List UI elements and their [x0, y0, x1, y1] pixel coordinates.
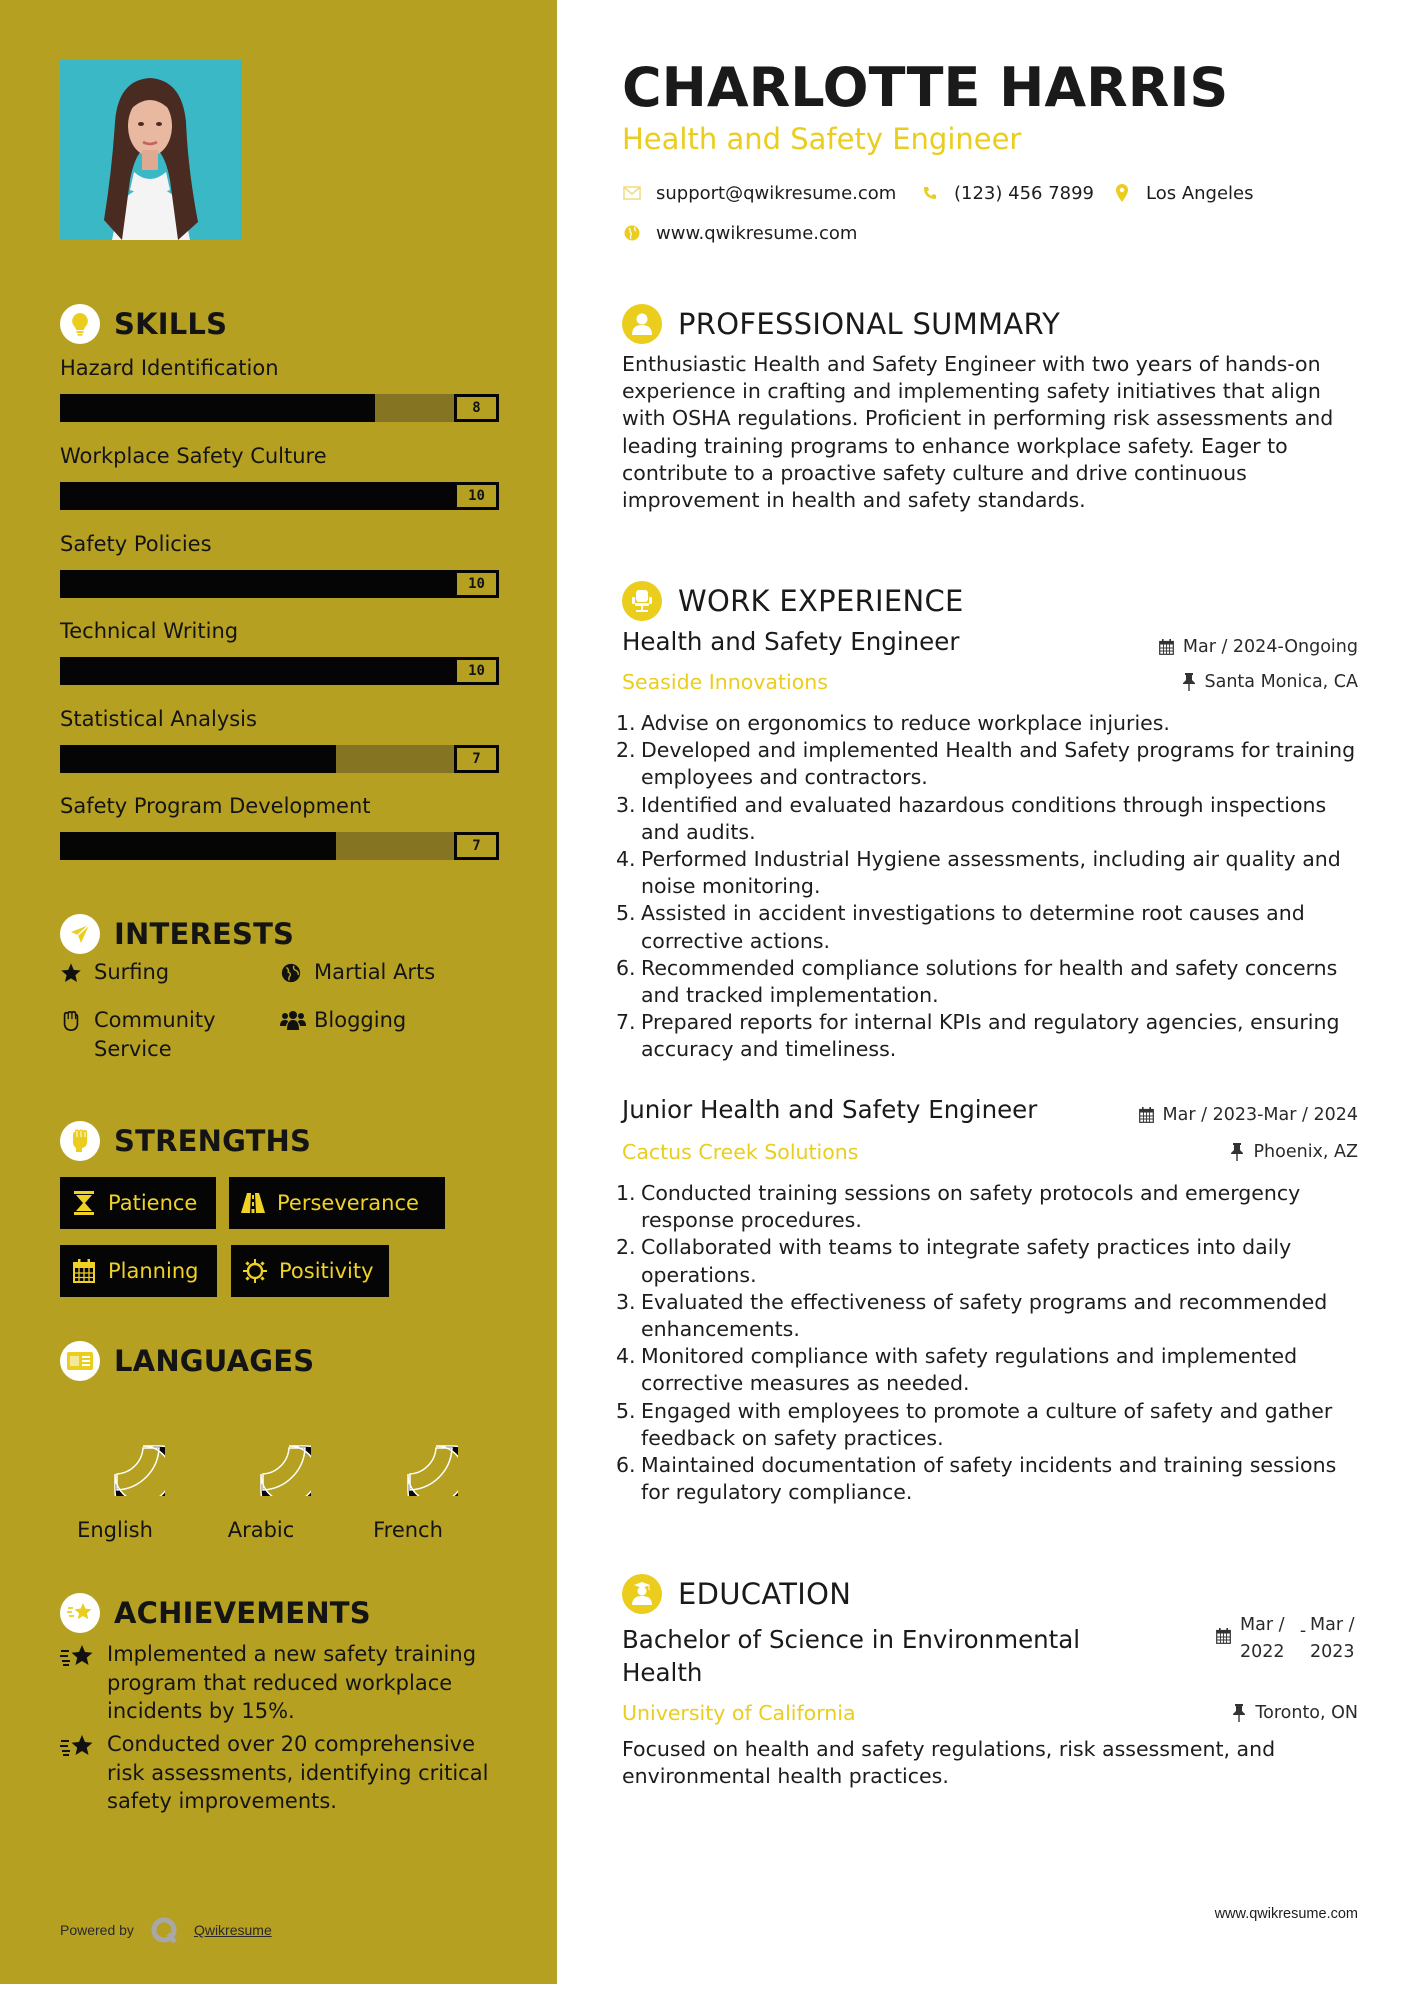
section-title: STRENGTHS: [114, 1124, 312, 1158]
language-label: French: [373, 1518, 443, 1542]
calendar-icon: [1216, 1628, 1232, 1644]
contact-location: [1112, 180, 1254, 206]
sun-icon: [243, 1259, 267, 1283]
education-dates: [1216, 1612, 1358, 1666]
bullet-text: Performed Industrial Hygiene assessments, including air quality and noise monitoring.: [641, 847, 1341, 899]
bullet-text: Conducted training sessions on safety protocols and emergency response procedures.: [641, 1181, 1301, 1233]
company-name: Cactus Creek Solutions: [622, 1140, 859, 1164]
job-dates-text: Mar / 2024-Ongoing: [1182, 637, 1358, 657]
envelope-icon: [622, 183, 642, 203]
company-name: Seaside Innovations: [622, 670, 828, 694]
degree-line: Health: [622, 1658, 703, 1687]
contact-email: [622, 180, 896, 206]
bullet-text: Maintained documentation of safety incidents and training sessions for regulatory compliance.: [641, 1453, 1337, 1505]
strength-chip: [229, 1177, 445, 1229]
strength-chip: [231, 1245, 389, 1297]
pushpin-icon: [1181, 673, 1197, 691]
bullet-text: Engaged with employees to promote a culture of safety and gather feedback on safety practices.: [641, 1398, 1333, 1450]
section-title: EDUCATION: [678, 1577, 852, 1611]
skill-item: [60, 530, 500, 598]
calendar-icon: [72, 1259, 96, 1283]
education-location: [1231, 1703, 1358, 1723]
skill-item: [60, 617, 500, 685]
job-bullet: 4. Performed Industrial Hygiene assessments, including air quality and noise monitoring.: [616, 847, 1341, 899]
job-bullet: 1. Conducted training sessions on safety protocols and emergency response procedures.: [616, 1181, 1301, 1233]
job-bullet: 6. Recommended compliance solutions for health and safety concerns and tracked implementation.: [616, 955, 1338, 1008]
job-location-text: Phoenix, AZ: [1253, 1142, 1358, 1162]
end-date: [1310, 1612, 1358, 1666]
summary-text: Enthusiastic Health and Safety Engineer with two years of hands-on experience in crafting and implementing safety initiatives that align with OSHA regulations. Proficient in performing risk assessments and leading training programs to enhance workplace safety. Eager to contribute to a proactive safety culture and drive continuous improvement in health and safety standards.: [622, 352, 1334, 513]
skill-bar: [60, 657, 499, 685]
qwikresume-logo-icon: [150, 1916, 178, 1944]
language-donut: [65, 1396, 165, 1496]
skill-label: Safety Program Development: [60, 794, 371, 818]
bullet-text: Advise on ergonomics to reduce workplace injuries.: [641, 711, 1170, 735]
interest-item: [280, 958, 435, 987]
hand-icon: [60, 1006, 86, 1035]
strength-chip: [60, 1245, 217, 1297]
job-location: [1181, 672, 1359, 692]
bullet-text: Evaluated the effectiveness of safety programs and recommended enhancements.: [641, 1289, 1328, 1342]
job-bullet: 5. Engaged with employees to promote a culture of safety and gather feedback on safety practices.: [616, 1398, 1333, 1450]
achievements-heading: [60, 1591, 371, 1635]
interest-label: Blogging: [314, 1008, 407, 1032]
skill-bar-fill: [60, 482, 499, 510]
skill-item: [60, 792, 500, 860]
phone-text[interactable]: (123) 456 7899: [954, 182, 1095, 204]
summary-heading: [622, 302, 1060, 346]
shooting-star-icon: [60, 1732, 94, 1762]
powered-by: [60, 1916, 272, 1944]
skill-bar: [60, 394, 499, 422]
skill-label: Hazard Identification: [60, 356, 279, 380]
skill-score: 10: [454, 482, 499, 510]
job-location: [1229, 1142, 1358, 1162]
interest-label-line: Community: [94, 1008, 216, 1032]
strength-chip: [60, 1177, 216, 1229]
start-year: 2022: [1240, 1642, 1285, 1662]
skill-label: Technical Writing: [60, 619, 239, 643]
bullet-text: Monitored compliance with safety regulations and implemented corrective measures as needed.: [641, 1344, 1298, 1396]
job-bullet: 2. Developed and implemented Health and Safety programs for training employees and contractors.: [616, 738, 1356, 790]
email-text[interactable]: support@qwikresume.com: [656, 182, 897, 204]
skills-heading: [60, 302, 227, 346]
skill-item: [60, 442, 500, 510]
interests-heading: [60, 912, 294, 956]
end-year: 2023: [1310, 1642, 1355, 1662]
interest-item: [60, 1006, 216, 1064]
pushpin-icon: [1229, 1143, 1245, 1161]
portrait-image: [60, 60, 242, 240]
profile-photo: [60, 60, 242, 240]
section-title: SKILLS: [114, 307, 228, 341]
skill-bar: [60, 745, 499, 773]
job-location-text: Santa Monica, CA: [1204, 672, 1358, 692]
user-icon: [622, 304, 662, 344]
fist-icon: [60, 1121, 100, 1161]
strength-label: Perseverance: [277, 1191, 419, 1215]
interest-label: Surfing: [94, 960, 170, 984]
contact-phone: [920, 180, 1094, 206]
users-icon: [280, 1006, 306, 1035]
strengths-heading: [60, 1119, 311, 1163]
language-donut: [358, 1396, 458, 1496]
star-icon: [60, 958, 86, 987]
achievement-item: [60, 1640, 500, 1726]
job-bullet: 3. Identified and evaluated hazardous conditions through inspections and audits.: [616, 792, 1327, 844]
section-title: LANGUAGES: [114, 1344, 315, 1378]
bullet-text: Identified and evaluated hazardous conditions through inspections and audits.: [641, 792, 1327, 844]
location-text: Los Angeles: [1146, 182, 1254, 204]
job-bullet: 5. Assisted in accident investigations to determine root causes and corrective actions.: [616, 901, 1305, 953]
skill-item: [60, 354, 500, 422]
bullet-text: Developed and implemented Health and Safety programs for training employees and contractors.: [641, 738, 1356, 790]
office-chair-icon: [622, 581, 662, 621]
job-dates-text: Mar / 2023-Mar / 2024: [1162, 1105, 1358, 1125]
skill-label: Safety Policies: [60, 532, 212, 556]
end-month: Mar /: [1310, 1615, 1355, 1635]
skill-score: 7: [454, 745, 499, 773]
bullet-text: Assisted in accident investigations to determine root causes and corrective actions.: [641, 901, 1305, 953]
section-title: PROFESSIONAL SUMMARY: [678, 307, 1061, 341]
strength-label: Positivity: [279, 1259, 374, 1283]
qwikresume-link[interactable]: Qwikresume: [193, 1922, 272, 1938]
skill-score: 8: [454, 394, 499, 422]
powered-by-label: Powered by: [60, 1922, 134, 1938]
globe-icon: [622, 223, 642, 243]
calendar-icon: [1139, 1106, 1155, 1124]
shooting-star-icon: [60, 1593, 100, 1633]
degree-title: [622, 1623, 1142, 1689]
achievement-text: Conducted over 20 comprehensive risk assessments, identifying critical safety improvements.: [107, 1732, 489, 1813]
interest-item: [60, 958, 169, 987]
strength-label: Planning: [108, 1259, 199, 1283]
language-label: English: [77, 1518, 153, 1542]
candidate-name: CHARLOTTE HARRIS: [622, 56, 1229, 119]
skill-score: 7: [454, 832, 499, 860]
hourglass-icon: [72, 1191, 96, 1215]
education-description: Focused on health and safety regulations, risk assessment, and environmental health practices.: [622, 1737, 1276, 1789]
skill-bar-fill: [60, 657, 499, 685]
skill-score: 10: [454, 657, 499, 685]
languages-heading: [60, 1339, 314, 1383]
degree-line: Bachelor of Science in Environmental: [622, 1625, 1081, 1654]
job-bullet: 7. Prepared reports for internal KPIs and regulatory agencies, ensuring accuracy and timeliness.: [616, 1010, 1340, 1062]
job-title: Junior Health and Safety Engineer: [622, 1095, 1038, 1124]
pushpin-icon: [1231, 1704, 1247, 1722]
language-donut: [211, 1396, 311, 1496]
skill-bar-fill: [60, 394, 375, 422]
bullet-text: Collaborated with teams to integrate safety practices into daily operations.: [641, 1235, 1292, 1287]
skill-bar: [60, 482, 499, 510]
achievement-item: [60, 1730, 500, 1816]
map-pin-icon: [1112, 183, 1132, 203]
strength-label: Patience: [108, 1191, 198, 1215]
language-label: Arabic: [227, 1518, 295, 1542]
job-bullet: 3. Evaluated the effectiveness of safety programs and recommended enhancements.: [616, 1289, 1328, 1342]
achievement-text: Implemented a new safety training program that reduced workplace incidents by 15%.: [107, 1642, 477, 1723]
phone-icon: [920, 183, 940, 203]
school-name: University of California: [622, 1701, 856, 1725]
section-title: INTERESTS: [114, 917, 295, 951]
interest-label: Martial Arts: [314, 960, 436, 984]
graduate-icon: [622, 1574, 662, 1614]
website-text[interactable]: www.qwikresume.com: [656, 222, 858, 244]
skill-bar-fill: [60, 832, 336, 860]
education-heading: [622, 1572, 851, 1616]
skill-bar: [60, 570, 499, 598]
skill-label: Workplace Safety Culture: [60, 444, 327, 468]
date-separator: -: [1299, 1621, 1307, 1641]
start-month: Mar /: [1240, 1615, 1285, 1635]
interest-label-line: Service: [94, 1037, 172, 1061]
job-dates: [1159, 637, 1358, 657]
globe-icon: [280, 958, 306, 987]
job-title: Health and Safety Engineer: [622, 627, 960, 656]
bullet-text: Recommended compliance solutions for health and safety concerns and tracked implementation.: [641, 955, 1338, 1008]
skill-bar: [60, 832, 499, 860]
language-item: [60, 1396, 170, 1542]
sidebar: [0, 0, 557, 1984]
bullet-text: Prepared reports for internal KPIs and regulatory agencies, ensuring accuracy and timeliness.: [641, 1010, 1340, 1062]
section-title: WORK EXPERIENCE: [678, 584, 964, 618]
language-card-icon: [60, 1341, 100, 1381]
experience-heading: [622, 579, 964, 623]
job-bullet: 1. Advise on ergonomics to reduce workplace injuries.: [616, 711, 1170, 735]
skill-item: [60, 705, 500, 773]
language-item: [353, 1396, 463, 1542]
footer-website-link[interactable]: www.qwikresume.com: [1214, 1906, 1358, 1922]
interest-item: [280, 1006, 406, 1035]
education-location-text: Toronto, ON: [1255, 1703, 1358, 1723]
job-bullets: [616, 710, 1362, 1064]
road-icon: [241, 1191, 265, 1215]
paper-plane-icon: [60, 914, 100, 954]
job-bullets: [616, 1180, 1362, 1506]
skill-score: 10: [454, 570, 499, 598]
lightbulb-icon: [60, 304, 100, 344]
interest-label: [94, 1006, 216, 1064]
start-date: [1240, 1612, 1296, 1666]
skill-label: Statistical Analysis: [60, 707, 257, 731]
job-bullet: 4. Monitored compliance with safety regulations and implemented corrective measures as needed.: [616, 1344, 1298, 1396]
language-item: [206, 1396, 316, 1542]
skill-bar-fill: [60, 570, 499, 598]
section-title: ACHIEVEMENTS: [114, 1596, 371, 1630]
shooting-star-icon: [60, 1642, 94, 1672]
calendar-icon: [1159, 638, 1175, 656]
job-dates: [1139, 1105, 1358, 1125]
job-bullet: 6. Maintained documentation of safety incidents and training sessions for regulatory compliance.: [616, 1453, 1337, 1505]
contact-website: [622, 220, 857, 246]
candidate-title: Health and Safety Engineer: [622, 122, 1022, 156]
skill-bar-fill: [60, 745, 336, 773]
job-bullet: 2. Collaborated with teams to integrate safety practices into daily operations.: [616, 1235, 1292, 1287]
